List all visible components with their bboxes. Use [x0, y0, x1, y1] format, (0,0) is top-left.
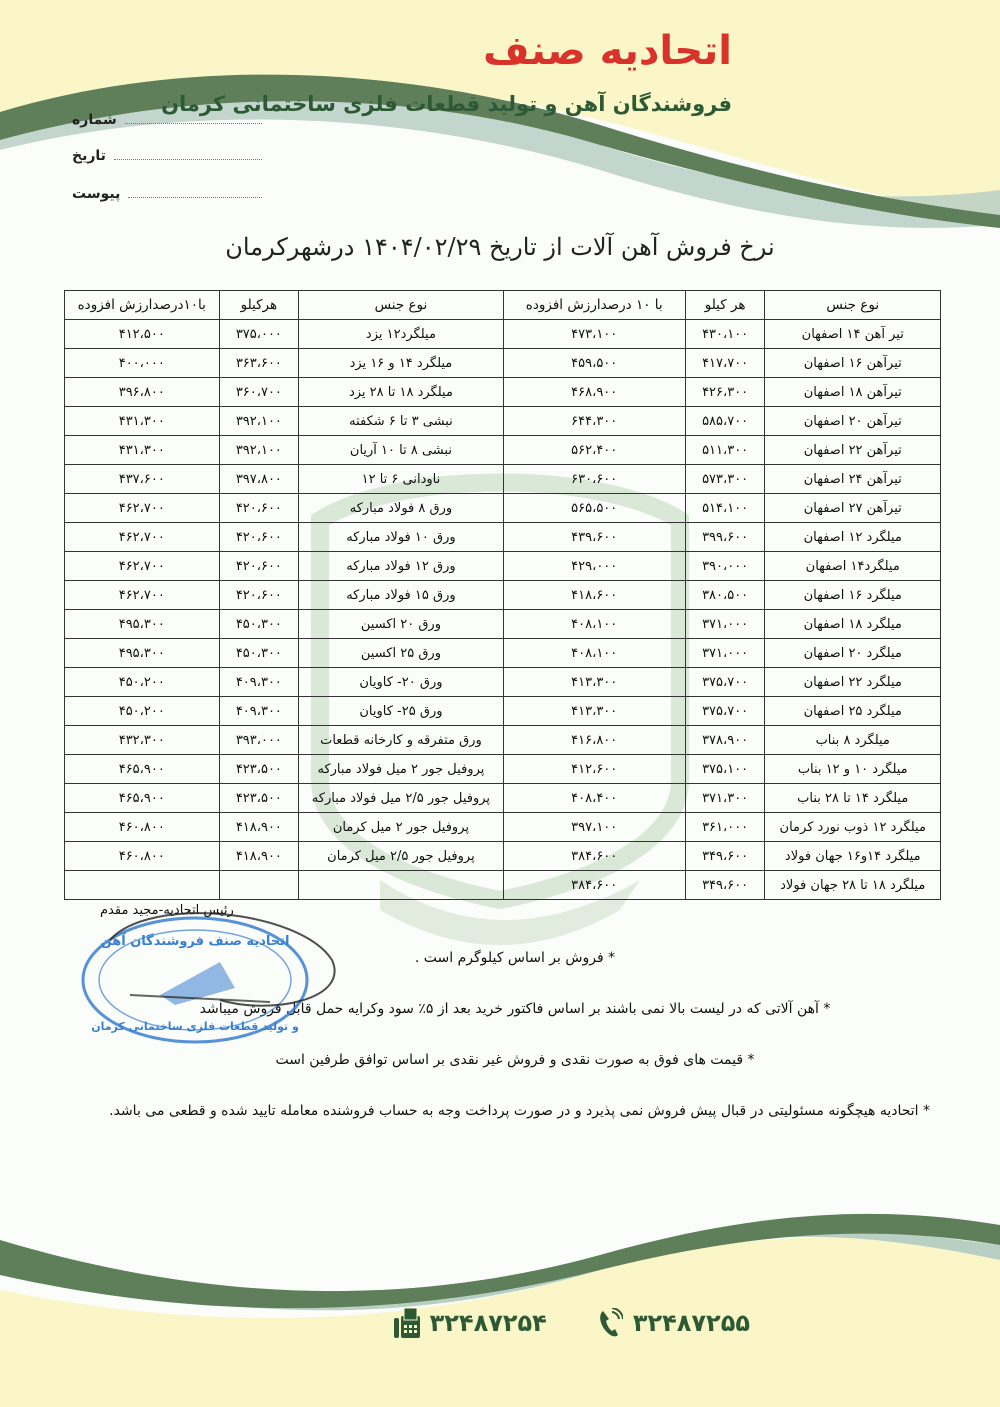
price-with-vat: ۳۹۶،۸۰۰ [65, 378, 220, 407]
price-with-vat: ۴۷۳،۱۰۰ [503, 320, 685, 349]
item-name: نبشی ۸ تا ۱۰ آریان [299, 436, 503, 465]
price-per-kg: ۳۸۰،۵۰۰ [685, 581, 765, 610]
price-with-vat: ۴۰۰،۰۰۰ [65, 349, 220, 378]
item-name: میلگرد ۱۴ تا ۲۸ بناب [765, 784, 941, 813]
price-per-kg: ۴۱۸،۹۰۰ [219, 842, 299, 871]
fax-number[interactable]: ۳۲۴۸۷۲۵۴ [429, 1309, 547, 1337]
price-per-kg: ۴۰۹،۳۰۰ [219, 668, 299, 697]
page-title: نرخ فروش آهن آلات از تاریخ ۱۴۰۴/۰۲/۲۹ درشهرکرمان [225, 233, 775, 261]
price-per-kg: ۳۷۵،۱۰۰ [685, 755, 765, 784]
price-per-kg: ۳۶۳،۶۰۰ [219, 349, 299, 378]
price-with-vat [65, 871, 220, 900]
stamp-top-text: اتحادیه صنف فروشندگان آهن [100, 934, 290, 949]
item-name: پروفیل جور ۲/۵ میل کرمان [299, 842, 503, 871]
table-row [65, 320, 941, 349]
table-row [65, 378, 941, 407]
price-with-vat: ۴۶۲،۷۰۰ [65, 523, 220, 552]
price-with-vat: ۴۳۲،۳۰۰ [65, 726, 220, 755]
item-name: میلگرد ۲۲ اصفهان [765, 668, 941, 697]
table-header-row [65, 291, 941, 320]
item-name: ورق ۱۰ فولاد مبارکه [299, 523, 503, 552]
item-name: میلگرد ۱۰ و ۱۲ بناب [765, 755, 941, 784]
item-name: میلگرد ۱۸ تا ۲۸ یزد [299, 378, 503, 407]
header-item-type: نوع جنس [299, 291, 503, 320]
fax-icon [394, 1308, 420, 1338]
price-with-vat: ۴۶۵،۹۰۰ [65, 755, 220, 784]
price-with-vat: ۶۴۴،۳۰۰ [503, 407, 685, 436]
table-row [65, 349, 941, 378]
table-row [65, 784, 941, 813]
item-name: تیرآهن ۱۶ اصفهان [765, 349, 941, 378]
item-name: تیرآهن ۲۲ اصفهان [765, 436, 941, 465]
org-name: اتحادیه صنف [483, 28, 732, 74]
table-row [65, 436, 941, 465]
item-name: ورق متفرقه و کارخانه قطعات [299, 726, 503, 755]
price-with-vat: ۴۶۲،۷۰۰ [65, 552, 220, 581]
price-per-kg: ۳۹۰،۰۰۰ [685, 552, 765, 581]
item-name: پروفیل جور ۲ میل فولاد مبارکه [299, 755, 503, 784]
price-with-vat: ۴۶۰،۸۰۰ [65, 842, 220, 871]
price-with-vat: ۴۳۹،۶۰۰ [503, 523, 685, 552]
price-with-vat: ۴۲۹،۰۰۰ [503, 552, 685, 581]
table-row [65, 755, 941, 784]
item-name: نبشی ۳ تا ۶ شکفته [299, 407, 503, 436]
meta-label: شماره [72, 112, 117, 128]
item-name: ورق ۱۵ فولاد مبارکه [299, 581, 503, 610]
price-with-vat: ۴۵۰،۲۰۰ [65, 697, 220, 726]
price-per-kg: ۴۳۰،۱۰۰ [685, 320, 765, 349]
meta-label: پیوست [72, 186, 121, 202]
header-per-kg: هرکیلو [219, 291, 299, 320]
item-name: میلگرد ۸ بناب [765, 726, 941, 755]
price-with-vat: ۵۶۲،۴۰۰ [503, 436, 685, 465]
price-per-kg: ۵۸۵،۷۰۰ [685, 407, 765, 436]
note-item: * قیمت های فوق به صورت نقدی و فروش غیر نقدی بر اساس توافق طرفین است [275, 1052, 755, 1068]
item-name: ورق ۲۰- کاویان [299, 668, 503, 697]
table-row [65, 726, 941, 755]
item-name: میلگرد۱۲ یزد [299, 320, 503, 349]
item-name [299, 871, 503, 900]
table-row [65, 494, 941, 523]
price-per-kg: ۴۲۰،۶۰۰ [219, 494, 299, 523]
item-name: میلگرد ۲۰ اصفهان [765, 639, 941, 668]
price-per-kg: ۵۱۴،۱۰۰ [685, 494, 765, 523]
meta-value-line [114, 158, 262, 160]
price-per-kg: ۴۲۳،۵۰۰ [219, 755, 299, 784]
price-per-kg: ۴۲۰،۶۰۰ [219, 523, 299, 552]
price-per-kg: ۳۷۱،۰۰۰ [685, 610, 765, 639]
price-per-kg: ۳۴۹،۶۰۰ [685, 871, 765, 900]
price-with-vat: ۴۶۸،۹۰۰ [503, 378, 685, 407]
item-name: پروفیل جور ۲/۵ میل فولاد مبارکه [299, 784, 503, 813]
price-per-kg: ۳۷۵،۰۰۰ [219, 320, 299, 349]
price-with-vat: ۴۳۱،۳۰۰ [65, 436, 220, 465]
price-per-kg: ۳۶۱،۰۰۰ [685, 813, 765, 842]
price-with-vat: ۴۳۷،۶۰۰ [65, 465, 220, 494]
table-row [65, 871, 941, 900]
price-with-vat: ۴۱۶،۸۰۰ [503, 726, 685, 755]
item-name: میلگرد ۱۴و۱۶ جهان فولاد [765, 842, 941, 871]
item-name: تیرآهن ۲۰ اصفهان [765, 407, 941, 436]
price-per-kg: ۵۷۳،۳۰۰ [685, 465, 765, 494]
price-table [64, 290, 941, 900]
table-row [65, 407, 941, 436]
price-with-vat: ۴۱۲،۶۰۰ [503, 755, 685, 784]
phone-icon [597, 1308, 623, 1338]
stamp-bottom-text: و تولید قطعات فلزی ساختمانی کرمان [91, 1020, 299, 1033]
item-name: میلگرد ۱۲ اصفهان [765, 523, 941, 552]
price-per-kg: ۳۷۸،۹۰۰ [685, 726, 765, 755]
price-with-vat: ۴۶۲،۷۰۰ [65, 581, 220, 610]
price-per-kg: ۳۹۳،۰۰۰ [219, 726, 299, 755]
item-name: میلگرد ۲۵ اصفهان [765, 697, 941, 726]
item-name: تیرآهن ۱۸ اصفهان [765, 378, 941, 407]
price-per-kg: ۴۰۹،۳۰۰ [219, 697, 299, 726]
price-with-vat: ۴۰۸،۱۰۰ [503, 639, 685, 668]
meta-field-date [72, 148, 262, 164]
item-name: ورق ۲۵- کاویان [299, 697, 503, 726]
price-per-kg: ۳۹۲،۱۰۰ [219, 436, 299, 465]
table-row [65, 552, 941, 581]
price-per-kg: ۳۶۰،۷۰۰ [219, 378, 299, 407]
price-with-vat: ۴۱۸،۶۰۰ [503, 581, 685, 610]
phone-number[interactable]: ۳۲۴۸۷۲۵۵ [632, 1309, 750, 1337]
header-with-vat: با ۱۰ درصدارزش افزوده [503, 291, 685, 320]
price-with-vat: ۴۰۸،۱۰۰ [503, 610, 685, 639]
price-with-vat: ۴۵۹،۵۰۰ [503, 349, 685, 378]
table-row [65, 581, 941, 610]
price-per-kg: ۳۴۹،۶۰۰ [685, 842, 765, 871]
price-per-kg: ۴۱۸،۹۰۰ [219, 813, 299, 842]
table-row [65, 465, 941, 494]
header-per-kg: هر کیلو [685, 291, 765, 320]
price-per-kg: ۳۷۵،۷۰۰ [685, 697, 765, 726]
item-name: ورق ۲۰ اکسین [299, 610, 503, 639]
price-with-vat: ۴۱۲،۵۰۰ [65, 320, 220, 349]
item-name: میلگرد ۱۲ ذوب نورد کرمان [765, 813, 941, 842]
item-name: تیرآهن ۲۷ اصفهان [765, 494, 941, 523]
table-row [65, 639, 941, 668]
fax-contact [394, 1308, 547, 1338]
note-item: * اتحادیه هیچگونه مسئولیتی در قبال پیش فروش نمی پذیرد و در صورت پرداخت وجه به حساب فروشنده معامله تایید شده و قطعی می باشد. [109, 1103, 930, 1119]
price-per-kg: ۵۱۱،۳۰۰ [685, 436, 765, 465]
price-per-kg: ۳۷۱،۳۰۰ [685, 784, 765, 813]
price-with-vat: ۴۹۵،۳۰۰ [65, 639, 220, 668]
org-subtitle: فروشندگان آهن و تولید قطعات فلزی ساختمانی کرمان [161, 92, 732, 116]
note-item: * فروش بر اساس کیلوگرم است . [414, 950, 616, 966]
price-per-kg: ۴۵۰،۳۰۰ [219, 639, 299, 668]
price-with-vat: ۶۳۰،۶۰۰ [503, 465, 685, 494]
meta-value-line [128, 196, 262, 198]
price-per-kg: ۴۲۰،۶۰۰ [219, 552, 299, 581]
price-with-vat: ۴۹۵،۳۰۰ [65, 610, 220, 639]
price-with-vat: ۴۱۳،۳۰۰ [503, 697, 685, 726]
price-with-vat: ۵۶۵،۵۰۰ [503, 494, 685, 523]
table-row [65, 813, 941, 842]
price-with-vat: ۳۸۴،۶۰۰ [503, 871, 685, 900]
item-name: میلگرد ۱۴ و ۱۶ یزد [299, 349, 503, 378]
price-with-vat: ۴۶۲،۷۰۰ [65, 494, 220, 523]
price-per-kg [219, 871, 299, 900]
price-with-vat: ۴۶۵،۹۰۰ [65, 784, 220, 813]
price-per-kg: ۴۲۰،۶۰۰ [219, 581, 299, 610]
note-item: * آهن آلاتی که در لیست بالا نمی باشند بر اساس فاکتور خرید بعد از ۵٪ سود وکرایه حمل قابل فروش میباشد [199, 1001, 831, 1017]
price-per-kg: ۳۷۵،۷۰۰ [685, 668, 765, 697]
item-name: پروفیل جور ۲ میل کرمان [299, 813, 503, 842]
item-name: میلگرد ۱۸ تا ۲۸ جهان فولاد [765, 871, 941, 900]
price-per-kg: ۳۹۷،۸۰۰ [219, 465, 299, 494]
meta-field-attachment [72, 186, 262, 202]
table-row [65, 610, 941, 639]
table-row [65, 523, 941, 552]
item-name: ناودانی ۶ تا ۱۲ [299, 465, 503, 494]
signer-name: رئیس اتحادیه-مجید مقدم [100, 903, 234, 918]
price-per-kg: ۴۲۶،۳۰۰ [685, 378, 765, 407]
meta-label: تاریخ [72, 148, 106, 164]
meta-value-line [125, 122, 262, 124]
footer-contacts [394, 1308, 750, 1338]
price-with-vat: ۳۸۴،۶۰۰ [503, 842, 685, 871]
price-per-kg: ۴۲۳،۵۰۰ [219, 784, 299, 813]
item-name: میلگرد ۱۶ اصفهان [765, 581, 941, 610]
official-stamp [70, 900, 340, 1050]
item-name: تیر آهن ۱۴ اصفهان [765, 320, 941, 349]
price-with-vat: ۴۶۰،۸۰۰ [65, 813, 220, 842]
meta-field-number [72, 112, 262, 128]
price-per-kg: ۳۷۱،۰۰۰ [685, 639, 765, 668]
item-name: میلگرد ۱۸ اصفهان [765, 610, 941, 639]
header-with-vat: با۱۰درصدارزش افزوده [65, 291, 220, 320]
header-item-type: نوع جنس [765, 291, 941, 320]
price-with-vat: ۴۳۱،۳۰۰ [65, 407, 220, 436]
price-with-vat: ۴۰۸،۴۰۰ [503, 784, 685, 813]
price-with-vat: ۴۱۳،۳۰۰ [503, 668, 685, 697]
item-name: ورق ۸ فولاد مبارکه [299, 494, 503, 523]
table-row [65, 842, 941, 871]
price-with-vat: ۴۵۰،۲۰۰ [65, 668, 220, 697]
phone-contact [597, 1308, 750, 1338]
price-per-kg: ۴۵۰،۳۰۰ [219, 610, 299, 639]
item-name: ورق ۱۲ فولاد مبارکه [299, 552, 503, 581]
table-row [65, 697, 941, 726]
item-name: میلگرد۱۴ اصفهان [765, 552, 941, 581]
price-per-kg: ۳۹۲،۱۰۰ [219, 407, 299, 436]
item-name: ورق ۲۵ اکسین [299, 639, 503, 668]
price-with-vat: ۳۹۷،۱۰۰ [503, 813, 685, 842]
table-row [65, 668, 941, 697]
price-per-kg: ۳۹۹،۶۰۰ [685, 523, 765, 552]
price-per-kg: ۴۱۷،۷۰۰ [685, 349, 765, 378]
item-name: تیرآهن ۲۴ اصفهان [765, 465, 941, 494]
